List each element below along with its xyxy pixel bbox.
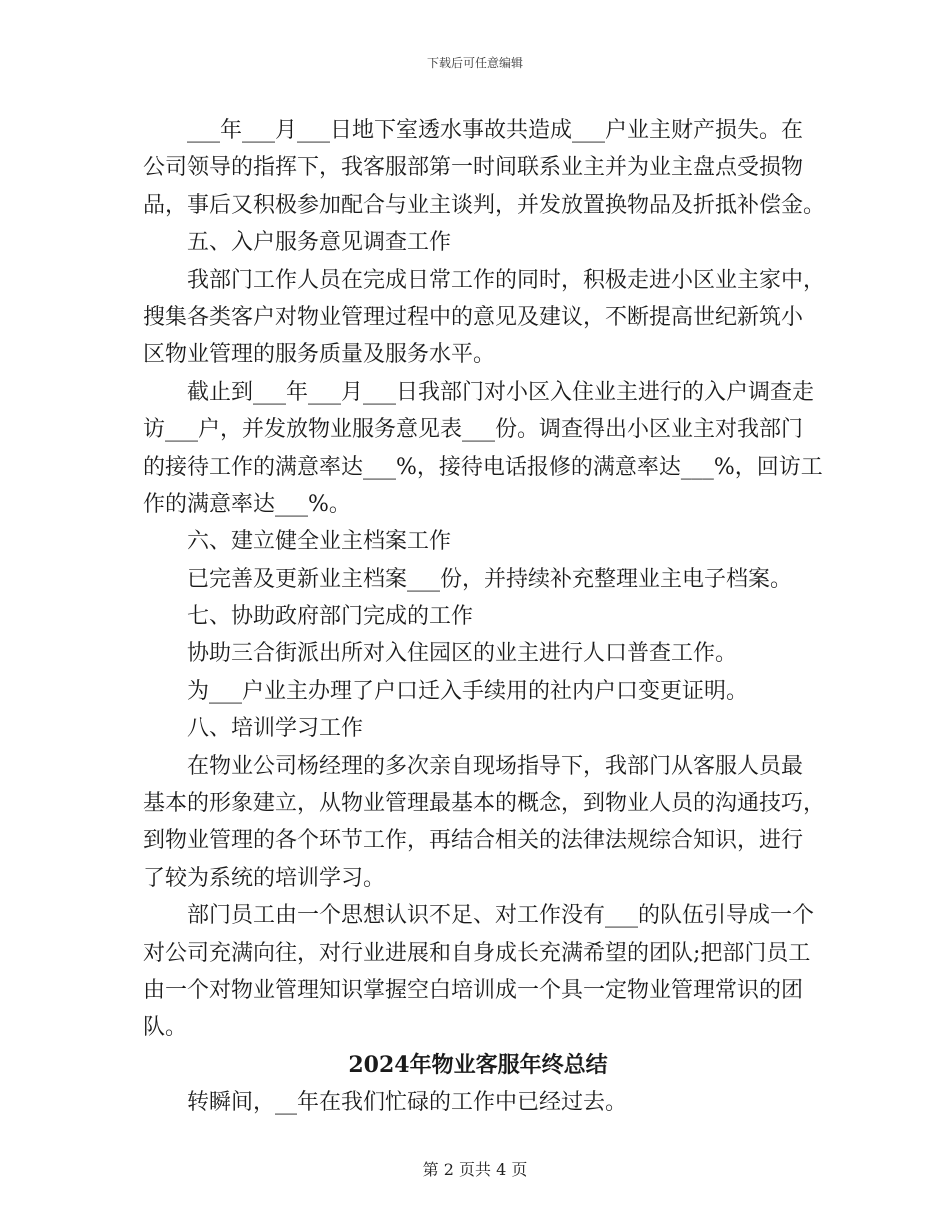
text-line: 作的满意率达___%。 [143, 491, 351, 517]
text-line: 转瞬间，__年在我们忙碌的工作中已经过去。 [187, 1090, 628, 1116]
page-header: 下载后可任意编辑 [426, 56, 523, 70]
text-line: 截止到___年___月___日我部门对小区入住业主进行的入户调查走 [187, 379, 815, 405]
text-line: 对公司充满向往，对行业进展和自身成长充满希望的团队;把部门员工 [143, 940, 811, 966]
page-footer: 第 2 页共 4 页 [422, 1160, 528, 1179]
text-line: 基本的形象建立，从物业管理最基本的概念，到物业人员的沟通技巧， [143, 791, 826, 817]
text-line: 协助三合街派出所对入住园区的业主进行人口普查工作。 [187, 641, 738, 667]
text-line: 了较为系统的培训学习。 [143, 865, 386, 891]
text-line: 已完善及更新业主档案___份，并持续补充整理业主电子档案。 [187, 566, 793, 592]
text-line: 到物业管理的各个环节工作，再结合相关的法律法规综合知识，进行 [143, 828, 804, 854]
text-line: 队。 [143, 1015, 188, 1041]
text-line: 访___户，并发放物业服务意见表___份。调查得出小区业主对我部门 [143, 417, 804, 443]
text-line: 六、建立健全业主档案工作 [187, 529, 452, 555]
text-line: 在物业公司杨经理的多次亲自现场指导下，我部门从客服人员最 [187, 753, 804, 779]
section-title: 2024年物业客服年终总结 [348, 1051, 608, 1078]
text-line: 的接待工作的满意率达___%，接待电话报修的满意率达___%，回访工 [143, 454, 823, 480]
text-line: 公司领导的指挥下，我客服部第一时间联系业主并为业主盘点受损物 [143, 155, 804, 181]
text-line: 为___户业主办理了户口迁入手续用的社内户口变更证明。 [187, 678, 749, 704]
text-line: 品，事后又积极参加配合与业主谈判，并发放置换物品及折抵补偿金。 [143, 192, 826, 218]
document-body [143, 112, 826, 1122]
text-line: 七、协助政府部门完成的工作 [187, 604, 474, 630]
text-line: 我部门工作人员在完成日常工作的同时，积极走进小区业主家中， [187, 267, 826, 293]
text-line: 区物业管理的服务质量及服务水平。 [143, 342, 496, 368]
text-line: 五、入户服务意见调查工作 [187, 230, 452, 256]
text-line: 由一个对物业管理知识掌握空白培训成一个具一定物业管理常识的团 [143, 977, 804, 1003]
text-line: 部门员工由一个思想认识不足、对工作没有___的队伍引导成一个 [187, 903, 815, 929]
text-line: ___年___月___日地下室透水事故共造成___户业主财产损失。在 [187, 118, 804, 143]
text-line: 八、培训学习工作 [187, 716, 364, 742]
text-line: 搜集各类客户对物业管理过程中的意见及建议，不断提高世纪新筑小 [143, 304, 804, 330]
